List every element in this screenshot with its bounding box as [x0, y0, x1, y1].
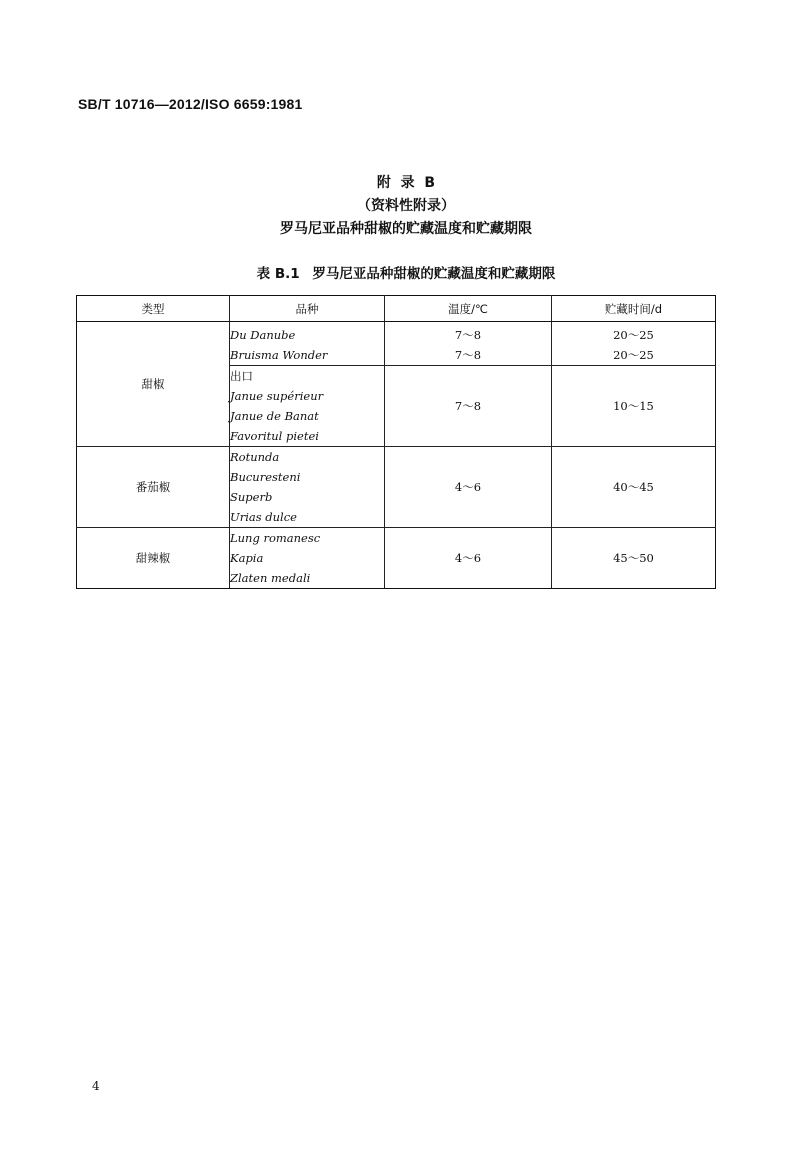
temperature-cell	[385, 322, 552, 366]
storage-cell: 40～45	[552, 447, 716, 528]
type-cell: 甜辣椒	[77, 528, 230, 589]
variety-cell	[230, 528, 385, 589]
column-header-type: 类型	[77, 296, 230, 322]
variety-name: Janue supérieur	[230, 389, 324, 403]
temperature-value: 7～8	[454, 328, 482, 342]
variety-name: Favoritul pietei	[230, 429, 319, 443]
storage-cell: 10～15	[552, 366, 716, 447]
storage-table	[76, 295, 716, 589]
temperature-cell: 7～8	[385, 366, 552, 447]
storage-cell	[552, 322, 716, 366]
appendix-heading	[0, 172, 812, 241]
column-header-temperature: 温度/℃	[385, 296, 552, 322]
storage-cell: 45～50	[552, 528, 716, 589]
variety-name: 出口	[230, 369, 253, 383]
table-header-row	[77, 296, 716, 322]
temperature-cell: 4～6	[385, 447, 552, 528]
variety-name: Janue de Banat	[230, 409, 319, 423]
temperature-value: 7～8	[454, 348, 482, 362]
column-header-variety: 品种	[230, 296, 385, 322]
variety-cell	[230, 366, 385, 447]
variety-name: Rotunda	[230, 450, 280, 464]
appendix-title: 罗马尼亚品种甜椒的贮藏温度和贮藏期限	[280, 221, 532, 237]
variety-name: Urias dulce	[230, 510, 297, 524]
variety-name: Superb	[230, 490, 273, 504]
variety-cell	[230, 322, 385, 366]
variety-name: Bucuresteni	[230, 470, 301, 484]
appendix-label: 附 录 B	[376, 175, 436, 191]
standard-code: SB/T 10716—2012/ISO 6659:1981	[78, 96, 303, 112]
temperature-cell: 4～6	[385, 528, 552, 589]
type-cell: 番茄椒	[77, 447, 230, 528]
storage-value: 20～25	[613, 348, 654, 362]
variety-name: Zlaten medali	[230, 571, 311, 585]
table-row	[77, 322, 716, 366]
table-number: 表 B.1	[256, 266, 300, 282]
storage-value: 20～25	[613, 328, 654, 342]
column-header-storage-time: 贮藏时间/d	[552, 296, 716, 322]
page-number: 4	[92, 1079, 100, 1093]
table-row	[77, 447, 716, 528]
variety-name: Bruisma Wonder	[230, 348, 328, 362]
table-row	[77, 528, 716, 589]
type-cell: 甜椒	[77, 322, 230, 447]
variety-name: Lung romanesc	[230, 531, 321, 545]
table-title: 罗马尼亚品种甜椒的贮藏温度和贮藏期限	[312, 266, 556, 282]
appendix-note: （资料性附录）	[357, 198, 455, 214]
table-caption	[0, 262, 812, 282]
variety-name: Du Danube	[230, 328, 296, 342]
variety-name: Kapia	[230, 551, 264, 565]
variety-cell	[230, 447, 385, 528]
